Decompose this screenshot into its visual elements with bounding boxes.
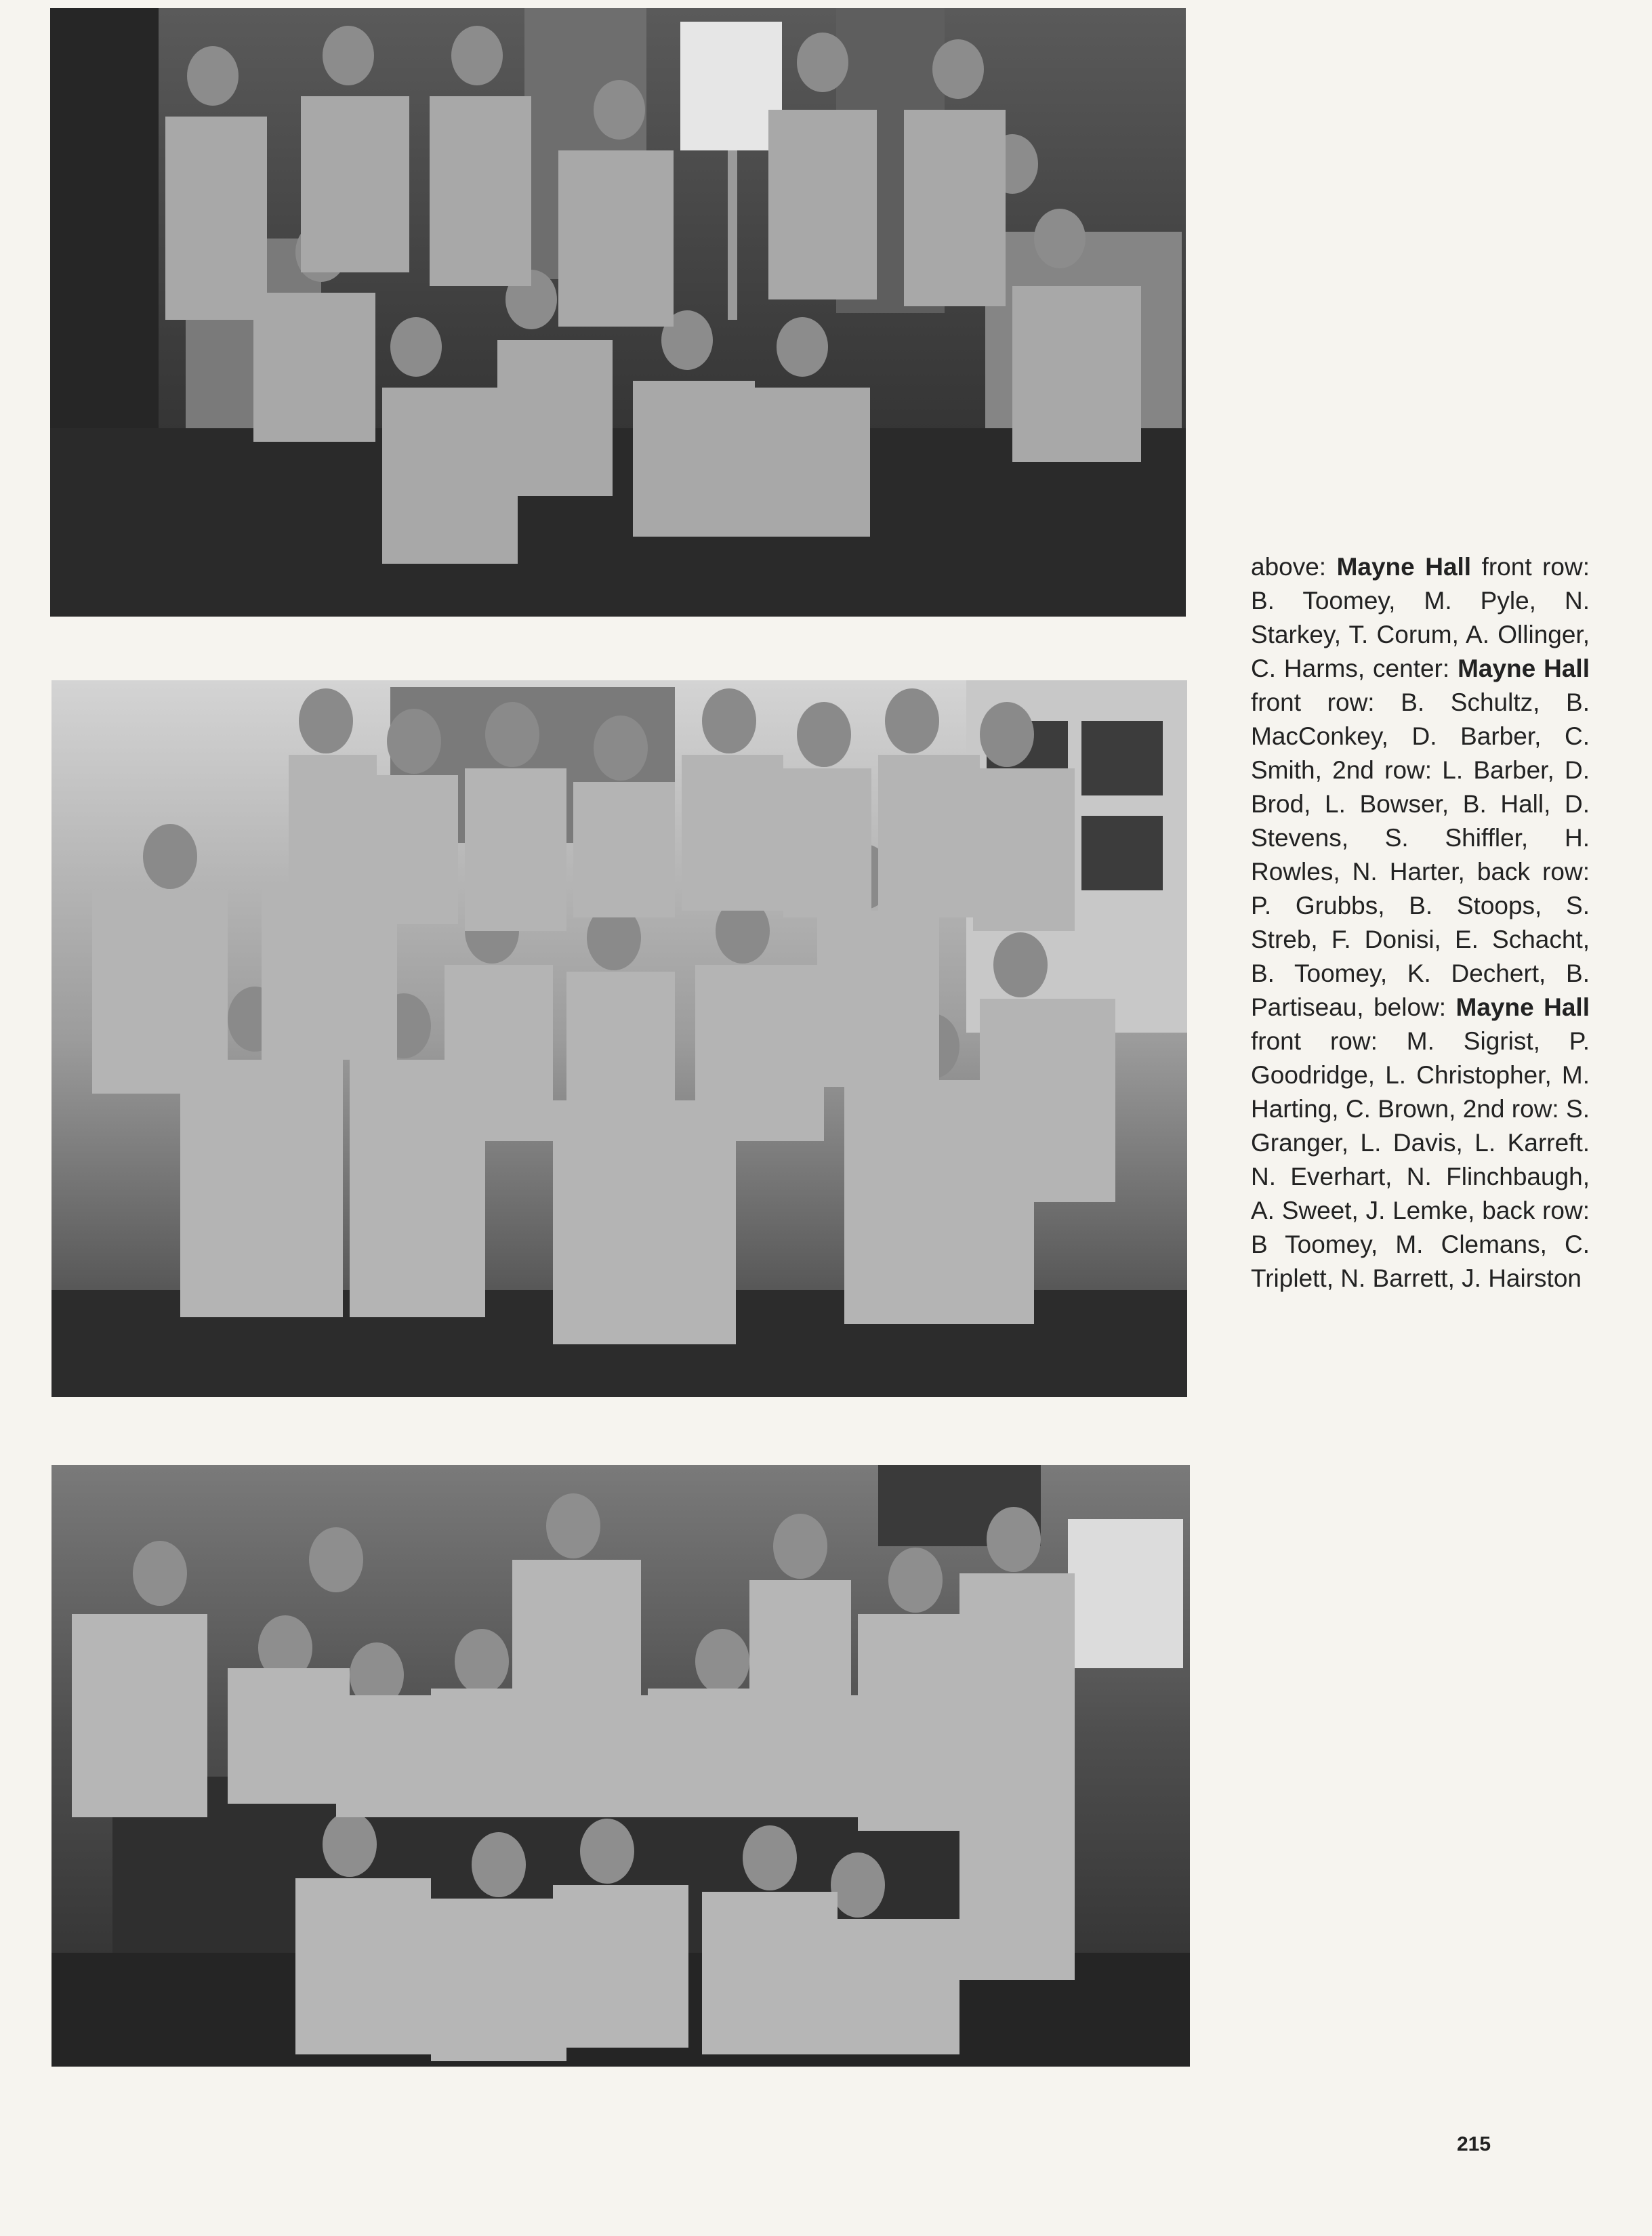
caption-text-2: front row: B. Toomey, M. Pyle, N. Starkey, T. Corum, A. Ollinger, C. Harms, center: [1251, 553, 1590, 682]
group-photo-bottom [51, 1465, 1190, 2067]
photo-caption [1251, 550, 1590, 1296]
group-photo-top [50, 8, 1186, 617]
caption-hall-name-2: Mayne Hall [1458, 655, 1590, 682]
page-number: 215 [1457, 2133, 1491, 2155]
caption-hall-name-1: Mayne Hall [1336, 553, 1472, 581]
group-photo-top-image [50, 8, 1186, 617]
caption-text-4: front row: M. Sigrist, P. Goodridge, L. Christopher, M. Harting, C. Brown, 2nd row: S. Granger, L. Davis, L. Karreft. N. Everhart, N. Flinchbaugh, A. Sweet, J. Lemke, back row: B Toomey, M. Clemans, C. Triplett, N. Barrett, J. Hairston [1251, 1027, 1590, 1292]
caption-hall-name-3: Mayne Hall [1455, 993, 1590, 1021]
group-photo-middle-image [51, 680, 1187, 1397]
caption-text-3: front row: B. Schultz, B. MacConkey, D. Barber, C. Smith, 2nd row: L. Barber, D. Brod, L. Bowser, B. Hall, D. Stevens, S. Shiffler, H. Rowles, N. Harter, back row: P. Grubbs, B. Stoops, S. Streb, F. Donisi, E. Schacht, B. Toomey, K. Dechert, B. Partiseau, below: [1251, 688, 1590, 1021]
group-photo-middle [51, 680, 1187, 1397]
caption-text-1: above: [1251, 553, 1337, 581]
group-photo-bottom-image [51, 1465, 1190, 2067]
